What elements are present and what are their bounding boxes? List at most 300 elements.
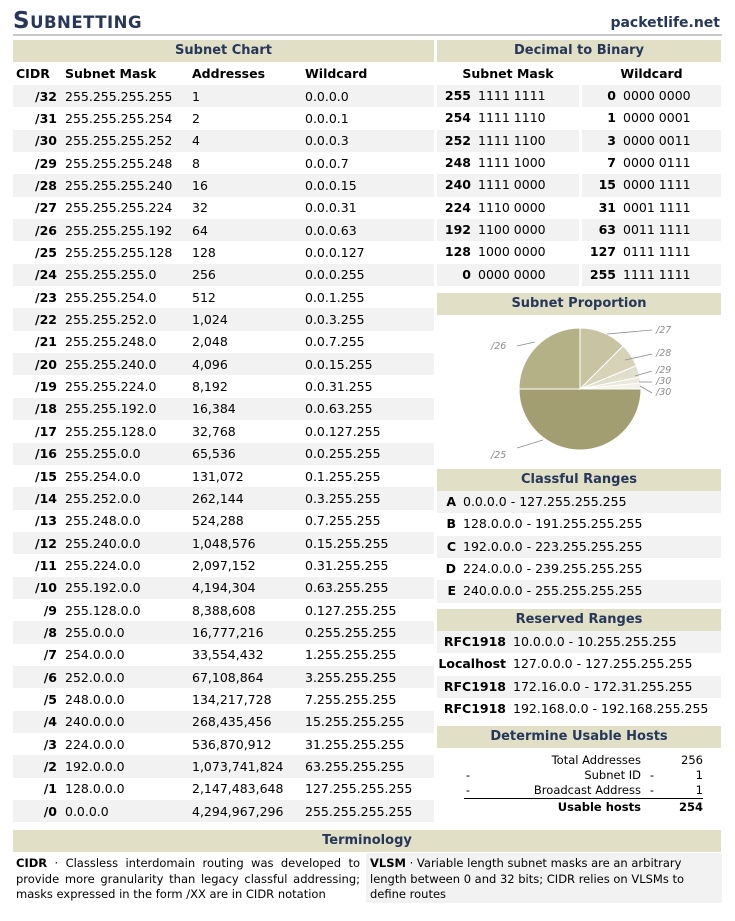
table-row [13,554,434,576]
reserved-range-row [437,631,721,653]
dtb-wildcard-decimal: 31 [598,199,616,215]
dtb-wildcard-row [582,264,721,286]
hosts-row-usable [437,800,721,815]
mask-cell: 255.255.0.0 [65,446,141,462]
subnet-chart-header: Subnet Chart [13,40,434,62]
cidr-cell: /23 [35,289,57,305]
dtb-wildcard-decimal: 3 [607,132,616,148]
column-header-cidr: CIDR [16,66,50,81]
classful-range-row [437,536,721,558]
addresses-cell: 4,096 [192,356,228,372]
dtb-mask-binary: 1110 0000 [478,199,546,215]
hosts-value: 256 [681,753,703,767]
wildcard-cell: 0.63.255.255 [305,580,389,596]
mask-cell: 255.255.255.128 [65,245,173,261]
subnet-proportion-header: Subnet Proportion [437,293,721,315]
table-row [13,688,434,710]
operator: - [649,768,655,782]
pie-label: /27 [656,325,672,336]
addresses-cell: 32,768 [192,423,236,439]
table-row [13,420,434,442]
cidr-cell: /13 [35,513,57,529]
table-row [13,666,434,688]
cidr-cell: /14 [35,490,57,506]
reserved-name: RFC1918 [443,701,506,717]
dtb-mask-binary: 1100 0000 [478,222,546,238]
dtb-wildcard-binary: 0000 0001 [623,110,691,126]
dtb-mask-decimal: 248 [444,155,471,171]
addresses-cell: 8 [192,155,200,171]
table-row [13,219,434,241]
addresses-cell: 8,192 [192,379,228,395]
dtb-mask-row [437,85,579,107]
cidr-cell: /17 [35,423,57,439]
table-row [13,375,434,397]
mask-cell: 255.248.0.0 [65,513,141,529]
dtb-mask-row [437,130,579,152]
hosts-label: Total Addresses [551,753,641,767]
cidr-cell: /19 [35,379,57,395]
mask-cell: 255.255.252.0 [65,312,157,328]
subnet-chart-header-row [13,62,434,85]
hosts-row-total-addresses [437,753,721,768]
term-vlsm-name: VLSM [370,856,406,870]
wildcard-cell: 0.0.0.15 [305,178,357,194]
cidr-cell: /30 [35,133,57,149]
dtb-wildcard-decimal: 0 [607,88,616,103]
addresses-cell: 1 [192,88,200,104]
column-header-mask: Subnet Mask [65,66,157,81]
mask-cell: 192.0.0.0 [65,758,125,774]
wildcard-cell: 0.0.0.255 [305,267,365,283]
addresses-cell: 268,435,456 [192,714,272,730]
wildcard-cell: 0.1.255.255 [305,468,381,484]
reserved-name: RFC1918 [443,678,506,694]
pie-leader-line [517,440,543,448]
class-letter: B [446,516,456,532]
dtb-mask-row [437,197,579,219]
dtb-wildcard-decimal: 15 [598,177,616,193]
table-row [13,621,434,643]
table-row [13,800,434,822]
dtb-mask-row [437,241,579,263]
dtb-wildcard-row [582,197,721,219]
hosts-value: 1 [695,783,703,797]
operator: - [649,783,655,797]
addresses-cell: 2,048 [192,334,228,350]
mask-cell: 255.128.0.0 [65,602,141,618]
classful-range-row [437,491,721,513]
pie-label: /29 [656,365,672,376]
dtb-mask-row [437,107,579,129]
cidr-cell: /5 [43,691,57,707]
addresses-cell: 4,194,304 [192,580,256,596]
cidr-cell: /27 [35,200,57,216]
cidr-cell: /22 [35,312,57,328]
wildcard-cell: 0.0.3.255 [305,312,365,328]
wildcard-cell: 0.0.255.255 [305,446,381,462]
reserved-name: RFC1918 [443,634,506,649]
reserved-range: 10.0.0.0 - 10.255.255.255 [513,634,677,649]
wildcard-cell: 0.0.1.255 [305,289,365,305]
dtb-mask-binary: 1111 0000 [478,177,546,193]
cidr-cell: /7 [43,647,57,663]
wildcard-cell: 0.0.0.0 [305,88,349,104]
wildcard-cell: 0.0.0.1 [305,111,349,127]
hosts-label: Subnet ID [584,768,641,782]
mask-cell: 255.255.255.192 [65,222,173,238]
reserved-ranges-header: Reserved Ranges [437,609,721,631]
addresses-cell: 2 [192,111,200,127]
table-row [13,308,434,330]
pie-label: /25 [491,450,507,461]
pie-label: /26 [491,341,507,352]
dtb-wildcard-binary: 0000 1111 [623,177,691,193]
class-range: 240.0.0.0 - 255.255.255.255 [463,583,643,599]
class-letter: E [447,583,456,599]
reserved-range: 192.168.0.0 - 192.168.255.255 [513,701,709,717]
wildcard-cell: 0.127.255.255 [305,602,397,618]
hosts-value: 1 [695,768,703,782]
hosts-label: Broadcast Address [533,783,641,797]
site-name[interactable]: packetlife.net [610,15,720,31]
dtb-wildcard-row [582,107,721,129]
dtb-wildcard-binary: 0011 1111 [623,222,691,238]
mask-cell: 255.255.255.248 [65,155,173,171]
wildcard-cell: 0.0.0.63 [305,222,357,238]
cidr-cell: /24 [35,267,57,283]
addresses-cell: 2,097,152 [192,557,256,573]
pie-label: /28 [656,348,672,359]
mask-cell: 252.0.0.0 [65,669,125,685]
mask-cell: 255.255.254.0 [65,289,157,305]
cidr-cell: /15 [35,468,57,484]
class-range: 192.0.0.0 - 223.255.255.255 [463,538,643,554]
table-row [13,152,434,174]
cidr-cell: /0 [43,803,57,819]
dtb-mask-binary: 1000 0000 [478,244,546,260]
addresses-cell: 536,870,912 [192,736,272,752]
mask-cell: 255.252.0.0 [65,490,141,506]
addresses-cell: 524,288 [192,513,244,529]
dtb-wildcard-decimal: 255 [589,266,616,282]
usable-hosts-calc [437,752,721,820]
table-row [13,532,434,554]
reserved-range: 172.16.0.0 - 172.31.255.255 [513,678,693,694]
mask-cell: 240.0.0.0 [65,714,125,730]
addresses-cell: 262,144 [192,490,244,506]
dtb-mask-decimal: 255 [444,88,471,103]
table-row [13,510,434,532]
subnet-chart-table [13,62,434,822]
wildcard-cell: 0.7.255.255 [305,513,381,529]
hosts-row-subnet-id [437,768,721,783]
cidr-cell: /8 [43,624,57,640]
addresses-cell: 4,294,967,296 [192,803,284,819]
addresses-cell: 65,536 [192,446,236,462]
table-row [13,85,434,107]
cidr-cell: /16 [35,446,57,462]
decimal-to-binary-header: Decimal to Binary [437,40,721,62]
addresses-cell: 512 [192,289,216,305]
dtb-mask-row [437,264,579,286]
pie-slice [519,328,580,389]
usable-hosts-header: Determine Usable Hosts [437,726,721,748]
table-row [13,755,434,777]
dtb-mask-decimal: 192 [444,222,471,238]
dtb-wildcard-row [582,130,721,152]
addresses-cell: 134,217,728 [192,691,272,707]
addresses-cell: 128 [192,245,216,261]
dtb-mask-binary: 1111 1100 [478,132,546,148]
pie-leader-line [517,342,535,346]
hosts-total-value: 254 [678,800,703,814]
addresses-cell: 8,388,608 [192,602,256,618]
pie-slice [519,389,641,450]
dtb-wildcard-decimal: 7 [607,155,616,171]
mask-cell: 248.0.0.0 [65,691,125,707]
cidr-cell: /11 [35,557,57,573]
dtb-wildcard-binary: 1111 1111 [623,266,691,282]
dtb-mask-row [437,152,579,174]
wildcard-cell: 0.0.0.127 [305,245,365,261]
wildcard-cell: 0.0.127.255 [305,423,381,439]
pie-label: /30 [656,376,672,387]
cidr-cell: /10 [35,580,57,596]
pie-chart-svg [437,318,721,466]
dtb-wildcard-row [582,152,721,174]
class-range: 224.0.0.0 - 239.255.255.255 [463,561,643,577]
reserved-range-row [437,653,721,675]
table-row [13,353,434,375]
pie-leader-line [607,330,652,334]
mask-cell: 255.255.128.0 [65,423,157,439]
wildcard-cell: 0.3.255.255 [305,490,381,506]
addresses-cell: 4 [192,133,200,149]
classful-range-row [437,580,721,602]
class-letter: C [446,538,456,554]
table-row [13,778,434,800]
dtb-wildcard-binary: 0001 1111 [623,199,691,215]
mask-cell: 224.0.0.0 [65,736,125,752]
cidr-cell: /32 [35,88,57,104]
table-row [13,264,434,286]
cidr-cell: /2 [43,758,57,774]
term-vlsm [366,853,722,903]
wildcard-cell: 31.255.255.255 [305,736,405,752]
table-row [13,197,434,219]
dtb-mask-row [437,219,579,241]
cidr-cell: /21 [35,334,57,350]
term-cidr [13,853,363,903]
table-row [13,286,434,308]
hosts-row-broadcast [437,783,721,798]
wildcard-cell: 0.0.63.255 [305,401,373,417]
cidr-cell: /4 [43,714,57,730]
wildcard-cell: 0.0.0.7 [305,155,349,171]
cidr-cell: /12 [35,535,57,551]
classful-range-row [437,558,721,580]
dtb-wildcard-decimal: 63 [598,222,616,238]
cidr-cell: /18 [35,401,57,417]
dtb-wildcard-decimal: 127 [589,244,616,260]
dtb-wildcard-binary: 0000 0011 [623,132,691,148]
page-title: SUBNETTING [13,8,143,34]
dtb-wildcard-row [582,85,721,107]
pie-label: /30 [656,387,672,398]
cidr-cell: /3 [43,736,57,752]
mask-cell: 255.255.240.0 [65,356,157,372]
table-row [13,130,434,152]
dtb-mask-decimal: 128 [444,244,471,260]
mask-cell: 255.254.0.0 [65,468,141,484]
table-row [13,398,434,420]
wildcard-cell: 0.0.0.31 [305,200,357,216]
sum-divider [464,798,703,799]
dtb-mask-decimal: 0 [462,266,471,282]
wildcard-cell: 127.255.255.255 [305,781,413,797]
addresses-cell: 1,024 [192,312,228,328]
dtb-wildcard-row [582,241,721,263]
dtb-header-wildcard: Wildcard [620,66,683,81]
dtb-mask-decimal: 240 [444,177,471,193]
cidr-cell: /6 [43,669,57,685]
hosts-total-label: Usable hosts [557,800,641,814]
mask-cell: 255.255.255.252 [65,133,173,149]
table-row [13,733,434,755]
wildcard-cell: 0.15.255.255 [305,535,389,551]
table-row [13,711,434,733]
addresses-cell: 16,384 [192,401,236,417]
mask-cell: 0.0.0.0 [65,803,109,819]
addresses-cell: 16 [192,178,208,194]
table-row [13,577,434,599]
dtb-header-mask: Subnet Mask [462,66,554,81]
table-row [13,107,434,129]
wildcard-cell: 3.255.255.255 [305,669,397,685]
wildcard-cell: 0.0.0.3 [305,133,349,149]
dtb-mask-decimal: 224 [444,199,471,215]
class-range: 0.0.0.0 - 127.255.255.255 [463,494,627,509]
class-letter: A [446,494,456,509]
dtb-wildcard-binary: 0000 0000 [623,88,691,103]
column-header-wildcard: Wildcard [305,66,368,81]
term-vlsm-definition: · Variable length subnet masks are an arbitrary length between 0 and 32 bits; CIDR relies on VLSMs to define routes [370,856,685,901]
mask-cell: 255.255.255.255 [65,88,173,104]
term-cidr-name: CIDR [16,856,48,870]
classful-ranges-header: Classful Ranges [437,469,721,491]
cidr-cell: /25 [35,245,57,261]
reserved-range-row [437,698,721,720]
mask-cell: 255.255.255.0 [65,267,157,283]
addresses-cell: 2,147,483,648 [192,781,284,797]
addresses-cell: 64 [192,222,208,238]
mask-cell: 255.255.248.0 [65,334,157,350]
wildcard-cell: 0.255.255.255 [305,624,397,640]
table-row [13,599,434,621]
reserved-range: 127.0.0.0 - 127.255.255.255 [513,656,693,672]
table-row [13,465,434,487]
addresses-cell: 67,108,864 [192,669,264,685]
mask-cell: 255.192.0.0 [65,580,141,596]
mask-cell: 254.0.0.0 [65,647,125,663]
subnet-proportion-chart [437,318,721,466]
addresses-cell: 16,777,216 [192,624,264,640]
dtb-mask-binary: 1111 1000 [478,155,546,171]
wildcard-cell: 0.31.255.255 [305,557,389,573]
wildcard-cell: 15.255.255.255 [305,714,405,730]
dtb-mask-row [437,174,579,196]
wildcard-cell: 0.0.15.255 [305,356,373,372]
dtb-mask-decimal: 252 [444,132,471,148]
class-range: 128.0.0.0 - 191.255.255.255 [463,516,643,532]
cidr-cell: /28 [35,178,57,194]
operator: - [465,783,471,797]
cidr-cell: /31 [35,111,57,127]
dtb-mask-binary: 1111 1110 [478,110,546,126]
table-row [13,443,434,465]
terminology-header: Terminology [13,830,721,852]
cidr-cell: /20 [35,356,57,372]
dtb-wildcard-binary: 0111 1111 [623,244,691,260]
column-header-addresses: Addresses [192,66,266,81]
wildcard-cell: 0.0.7.255 [305,334,365,350]
dtb-mask-binary: 1111 1111 [478,88,546,103]
addresses-cell: 32 [192,200,208,216]
operator: - [465,768,471,782]
dtb-wildcard-decimal: 1 [607,110,616,126]
mask-cell: 255.255.255.240 [65,178,173,194]
addresses-cell: 256 [192,267,216,283]
reserved-range-row [437,676,721,698]
classful-range-row [437,513,721,535]
dtb-wildcard-binary: 0000 0111 [623,155,691,171]
dtb-mask-decimal: 254 [444,110,471,126]
mask-cell: 255.224.0.0 [65,557,141,573]
mask-cell: 255.255.192.0 [65,401,157,417]
dtb-wildcard-row [582,219,721,241]
cidr-cell: /9 [43,602,57,618]
pie-leader-line [640,386,652,393]
wildcard-cell: 255.255.255.255 [305,803,413,819]
page-header [13,8,722,36]
addresses-cell: 131,072 [192,468,244,484]
wildcard-cell: 7.255.255.255 [305,691,397,707]
table-row [13,331,434,353]
cidr-cell: /1 [43,781,57,797]
table-row [13,241,434,263]
table-row [13,644,434,666]
wildcard-cell: 1.255.255.255 [305,647,397,663]
cidr-cell: /26 [35,222,57,238]
table-row [13,174,434,196]
term-cidr-definition: · Classless interdomain routing was developed to provide more granularity than legacy classful addressing; masks expressed in the form /XX are in CIDR notation [16,856,360,901]
class-letter: D [445,561,456,577]
mask-cell: 255.0.0.0 [65,624,125,640]
mask-cell: 255.255.255.224 [65,200,173,216]
wildcard-cell: 0.0.31.255 [305,379,373,395]
addresses-cell: 33,554,432 [192,647,264,663]
mask-cell: 255.255.255.254 [65,111,173,127]
table-row [13,487,434,509]
dtb-wildcard-row [582,174,721,196]
mask-cell: 128.0.0.0 [65,781,125,797]
cidr-cell: /29 [35,155,57,171]
dtb-mask-binary: 0000 0000 [478,266,546,282]
mask-cell: 255.240.0.0 [65,535,141,551]
wildcard-cell: 63.255.255.255 [305,758,405,774]
addresses-cell: 1,073,741,824 [192,758,284,774]
